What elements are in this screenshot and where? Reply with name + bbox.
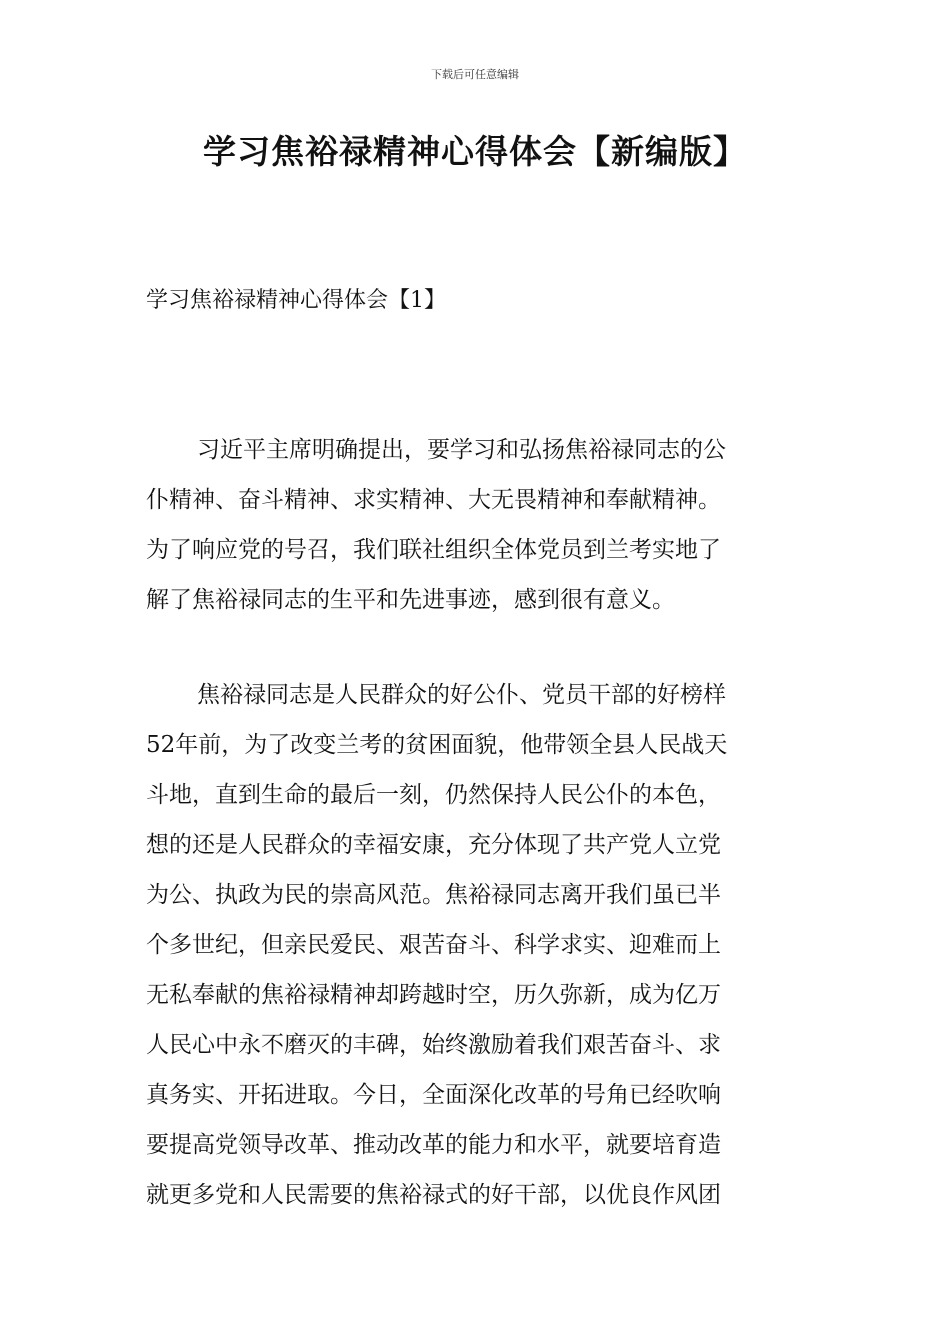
paragraph-2 [146, 677, 806, 1227]
paragraph-line: 解了焦裕禄同志的生平和先进事迹，感到很有意义。 [146, 587, 675, 613]
paragraph-line: 人民心中永不磨灭的丰碑，始终激励着我们艰苦奋斗、求 [146, 1032, 721, 1058]
paragraph-line: 仆精神、奋斗精神、求实精神、大无畏精神和奉献精神。 [146, 487, 721, 513]
paragraph-line: 为了响应党的号召，我们联社组织全体党员到兰考实地了 [146, 537, 721, 563]
paragraph-line: 真务实、开拓进取。今日，全面深化改革的号角已经吹响 [146, 1082, 721, 1108]
paragraph-line: 习近平主席明确提出，要学习和弘扬焦裕禄同志的公 [197, 437, 726, 463]
section-heading: 学习焦裕禄精神心得体会【1】 [146, 288, 446, 313]
paragraph-line: 要提高党领导改革、推动改革的能力和水平，就要培育造 [146, 1132, 721, 1158]
paragraph-line: 个多世纪，但亲民爱民、艰苦奋斗、科学求实、迎难而上 [146, 932, 721, 958]
paragraph-line: 无私奉献的焦裕禄精神却跨越时空，历久弥新，成为亿万 [146, 982, 721, 1008]
paragraph-line: 斗地，直到生命的最后一刻，仍然保持人民公仆的本色， [146, 782, 721, 808]
paragraph-line: 52年前，为了改变兰考的贫困面貌，他带领全县人民战天 [146, 732, 728, 758]
document-title: 学习焦裕禄精神心得体会【新编版】 [203, 132, 747, 171]
header-note: 下载后可任意编辑 [431, 68, 519, 81]
paragraph-line: 为公、执政为民的崇高风范。焦裕禄同志离开我们虽已半 [146, 882, 721, 908]
paragraph-1 [146, 432, 806, 632]
paragraph-line: 就更多党和人民需要的焦裕禄式的好干部，以优良作风团 [146, 1182, 721, 1208]
paragraph-line: 想的还是人民群众的幸福安康，充分体现了共产党人立党 [146, 832, 721, 858]
paragraph-line: 焦裕禄同志是人民群众的好公仆、党员干部的好榜样 [197, 682, 726, 708]
